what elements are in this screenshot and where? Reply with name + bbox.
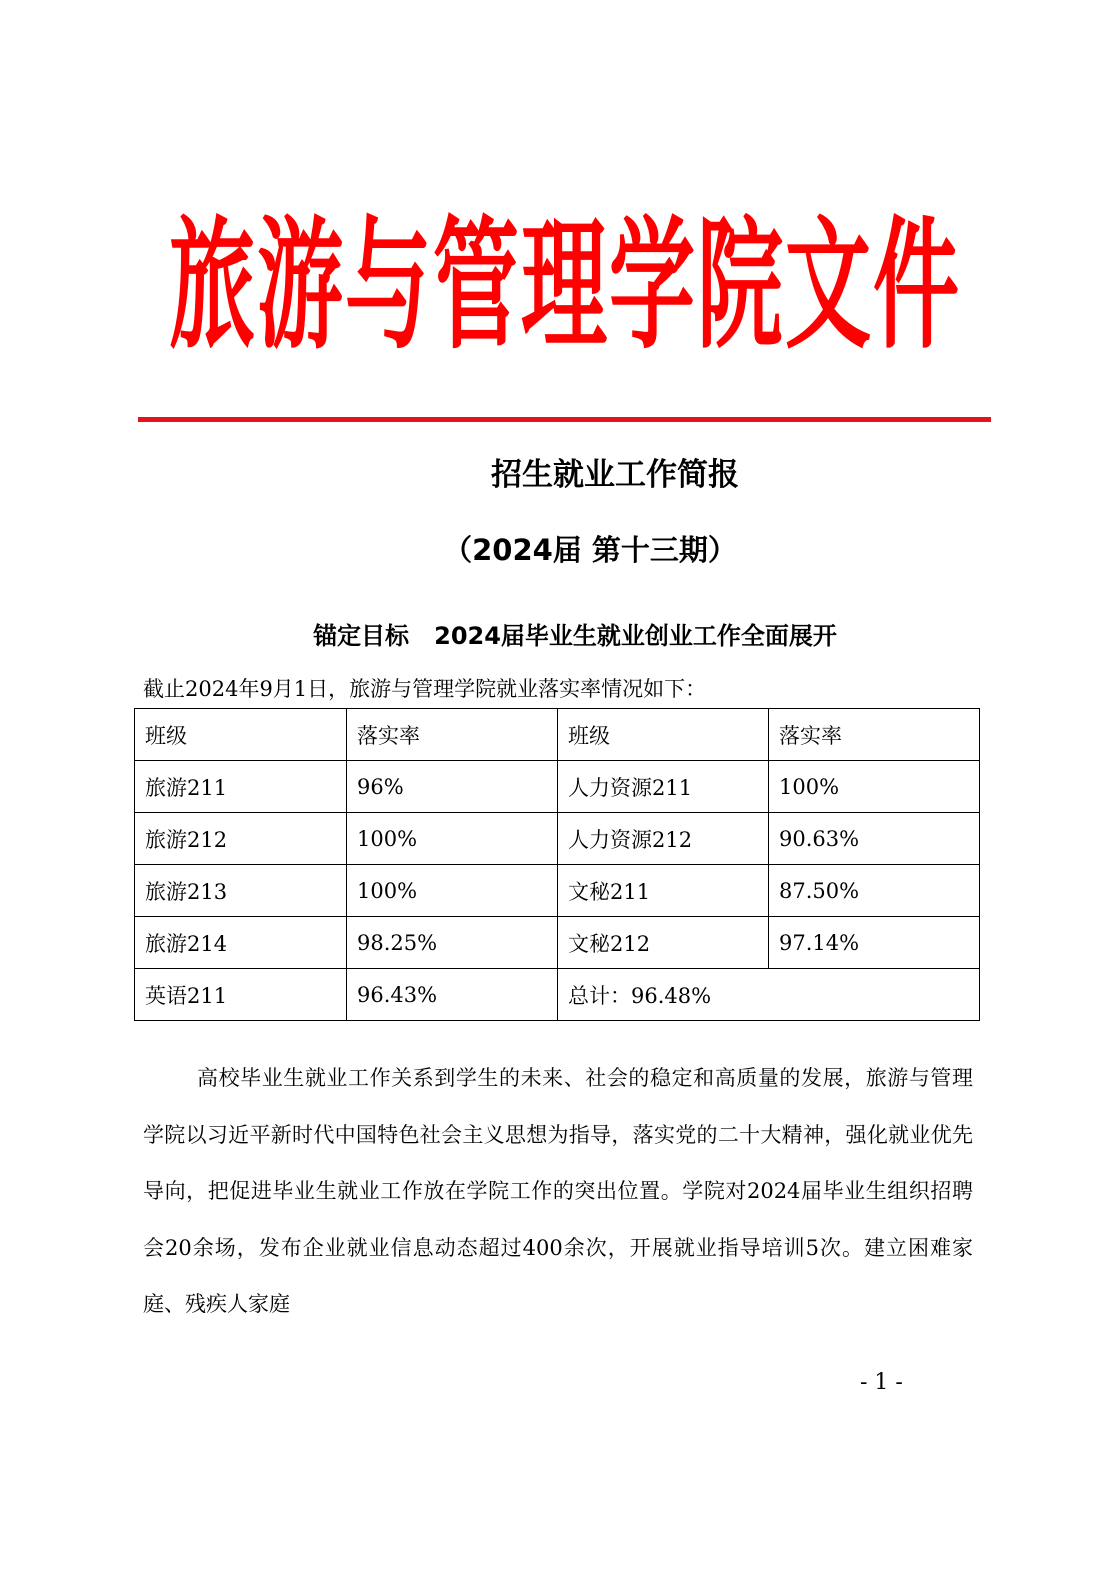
bulletin-issue: （2024届 第十三期） bbox=[443, 533, 737, 567]
table-row bbox=[135, 917, 980, 969]
rate-cell: 100% bbox=[347, 865, 558, 917]
body-paragraph: 高校毕业生就业工作关系到学生的未来、社会的稳定和高质量的发展，旅游与管理学院以习近平新时代中国特色社会主义思想为指导，落实党的二十大精神，强化就业优先导向，把促进毕业生就业工作放在学院工作的突出位置。学院对2024届毕业生组织招聘会20余场，发布企业就业信息动态超过400余次，开展就业指导培训5次。建立困难家庭、残疾人家庭 bbox=[143, 1066, 973, 1316]
article-title: 锚定目标 2024届毕业生就业创业工作全面展开 bbox=[313, 622, 837, 650]
class-cell: 旅游211 bbox=[135, 761, 347, 813]
class-cell: 人力资源211 bbox=[558, 761, 769, 813]
red-divider-line bbox=[138, 417, 991, 422]
rate-cell: 100% bbox=[769, 761, 980, 813]
rate-cell: 97.14% bbox=[769, 917, 980, 969]
table-row-total bbox=[135, 969, 980, 1021]
masthead-title-text: 旅游与管理学院文件 bbox=[169, 204, 961, 370]
header-cell: 班级 bbox=[135, 709, 347, 761]
bulletin-title: 招生就业工作简报 bbox=[491, 457, 739, 493]
total-cell: 总计：96.48% bbox=[558, 969, 980, 1021]
header-cell: 落实率 bbox=[347, 709, 558, 761]
page-number: - 1 - bbox=[860, 1370, 903, 1395]
rate-cell: 96% bbox=[347, 761, 558, 813]
intro-text: 截止2024年9月1日，旅游与管理学院就业落实率情况如下： bbox=[143, 677, 707, 701]
class-cell: 文秘212 bbox=[558, 917, 769, 969]
class-cell: 旅游212 bbox=[135, 813, 347, 865]
rate-cell: 98.25% bbox=[347, 917, 558, 969]
rate-cell: 90.63% bbox=[769, 813, 980, 865]
rate-cell: 96.43% bbox=[347, 969, 558, 1021]
class-cell: 英语211 bbox=[135, 969, 347, 1021]
class-cell: 人力资源212 bbox=[558, 813, 769, 865]
table-row bbox=[135, 865, 980, 917]
class-cell: 文秘211 bbox=[558, 865, 769, 917]
header-cell: 班级 bbox=[558, 709, 769, 761]
class-cell: 旅游213 bbox=[135, 865, 347, 917]
employment-rate-table bbox=[134, 708, 980, 1021]
table-header-row bbox=[135, 709, 980, 761]
table-row bbox=[135, 813, 980, 865]
class-cell: 旅游214 bbox=[135, 917, 347, 969]
masthead-title bbox=[140, 205, 990, 370]
rate-cell: 87.50% bbox=[769, 865, 980, 917]
table-row bbox=[135, 761, 980, 813]
header-cell: 落实率 bbox=[769, 709, 980, 761]
rate-cell: 100% bbox=[347, 813, 558, 865]
